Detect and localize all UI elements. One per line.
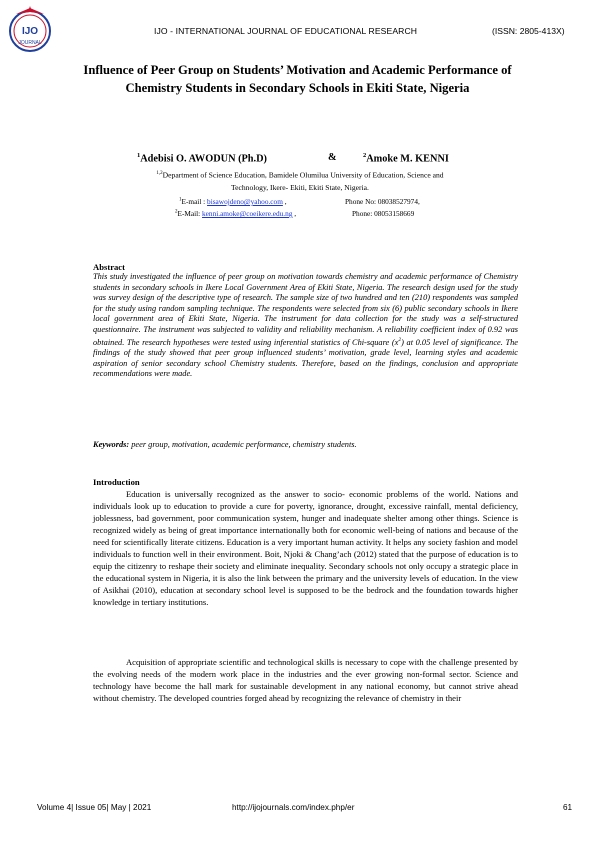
author-1-name: Adebisi O. AWODUN (Ph.D) [140, 153, 267, 165]
affiliation-line-1: Department of Science Education, Bamidele Olumilua University of Education, Science and [162, 170, 444, 180]
logo-text: IJO [21, 26, 39, 37]
author-ampersand: & [328, 152, 337, 163]
introduction-heading: Introduction [93, 477, 140, 487]
footer-url[interactable]: http://ijojournals.com/index.php/er [232, 803, 355, 812]
issn: (ISSN: 2805-413X) [492, 26, 565, 36]
abstract-body [93, 272, 518, 380]
affiliation-line-2: Technology, Ikere- Ekiti, Ekiti State, Nigeria. [231, 182, 369, 192]
introduction-paragraph-1: Education is universally recognized as the answer to socio- economic problems of the world. Nations and individuals look up to education to provide a cure for poverty, ignorance, drought, excessive rainfall, mental deficiency, joblessness, bad government, poor communication system, hunger and inadequate shelter among other things. Science is recognized widely as being of great importance internationally both for economic well-being of nations and because of the need for scientifically literate citizens. Education is a very important human activity. It helps any society fashion and model individuals to function well in their environment. Boit, Njoki & Chang’ach (2012) stated that the purpose of education is to equip the citizenry to reshape their society and eliminate inequality. Secondary schools not only occupy a strategic place in the educational system in Nigeria, it is also the link between the primary and the university levels of education. In the view of Asikhai (2010), education at secondary school level is supposed to be the bedrock and the foundation towards higher knowledge in tertiary institutions. [93, 489, 518, 607]
logo-subtext: JOURNAL [18, 40, 42, 46]
page-number: 61 [563, 803, 573, 812]
contact-2-label: E-Mail: [177, 209, 203, 218]
author-2-sup: 2 [363, 152, 367, 159]
author-2 [363, 152, 449, 164]
author-1 [137, 152, 267, 164]
contact-2-sup: 2 [175, 209, 178, 215]
email-link-1[interactable]: bisawojdeno@yahoo.com [207, 197, 283, 206]
abstract-text-2: ) at 0.05 level of significance. The findings of the study showed that peer group influenced students’ motivation, grade level, learning styles and academic aspiration of senior secondary school Chemistry students. Therefore, based on the findings, conclusion and appropriate recommendations were made. [93, 337, 519, 379]
keywords [93, 440, 518, 451]
keywords-label: Keywords: [93, 440, 130, 449]
email-link-2[interactable]: kenni.amoke@coeikere.edu.ng [202, 209, 293, 218]
phone-1: Phone No: 08038527974, [345, 197, 420, 206]
author-1-sup: 1 [137, 152, 141, 159]
paper-title: Influence of Peer Group on Students’ Motivation and Academic Performance of Chemistry Students in Secondary Schools in Ekiti State, Nigeria [83, 63, 512, 95]
keywords-list: peer group, motivation, academic performance, chemistry students. [129, 440, 357, 449]
author-2-name: Amoke M. KENNI [366, 153, 449, 165]
phone-2: Phone: 08053158669 [352, 209, 415, 218]
abstract-sup: 2 [398, 337, 402, 343]
footer-volume: Volume 4| Issue 05| May | 2021 [37, 803, 152, 812]
ijo-journal-logo [6, 6, 54, 54]
contact-1-label: E-mail : [181, 197, 208, 206]
abstract-heading: Abstract [93, 262, 125, 272]
abstract-text-1: This study investigated the influence of peer group on motivation towards chemistry and academic performance of Chemistry students in secondary schools in Ikere Local Government Area of Ekiti State, Nigeria. The research design used for the study was survey design of the descriptive type of research. The sample size of two hundred and ten (210) respondents was sampled for the study using random sampling technique. The respondents were selected from six (6) public secondary schools in Ikere local government area of Ekiti State, Nigeria. The instrument for data collection for the study was a self-structured questionnaire. The instrument was subjected to validity and reliability mechanism. A reliability coefficient index of 0.92 was obtained. The research hypotheses were tested using inferential statistics of Chi-square (x [93, 272, 518, 347]
introduction-paragraph-2: Acquisition of appropriate scientific and technological skills is necessary to cope with the challenge presented by the evolving needs of the modern work place in the industries and the ever growing non-formal sector. Science and technology have become the hall mark for sustainable development in any national economy, but cannot strive ahead without chemistry. The developed countries forged ahead by recognizing the relevance of chemistry in their [93, 657, 518, 703]
contact-1-sep: , [282, 197, 287, 206]
affiliation [100, 168, 500, 194]
contact-2-sep: , [292, 209, 297, 218]
contact-1-sup: 1 [179, 197, 182, 203]
journal-running-head: IJO - INTERNATIONAL JOURNAL OF EDUCATIONAL RESEARCH [154, 26, 418, 36]
affiliation-sup: 1,2 [156, 171, 163, 176]
